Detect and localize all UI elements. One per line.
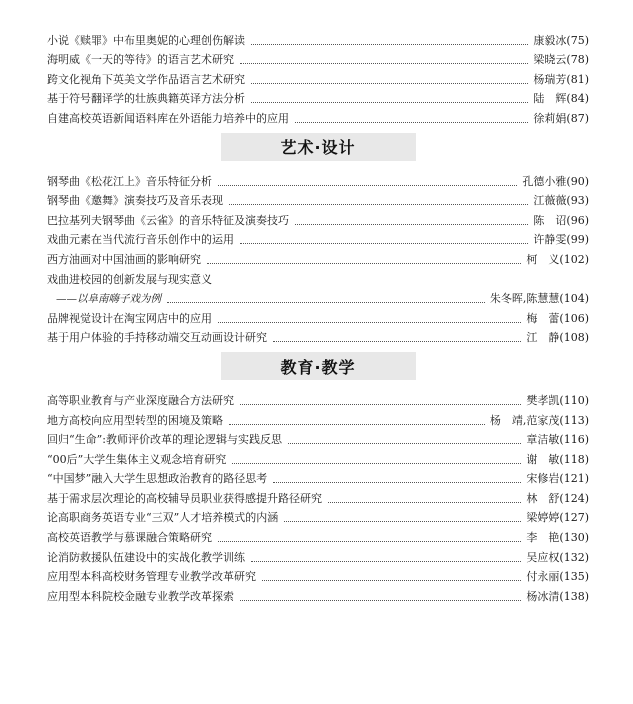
entry-author-page: 孔德小雅(90) <box>522 174 589 188</box>
toc-entry[interactable] <box>47 106 589 126</box>
entry-title: 海明威《一天的等待》的语言艺术研究 <box>47 53 234 67</box>
entry-title: 戏曲元素在当代流行音乐创作中的运用 <box>47 233 234 247</box>
toc-entry[interactable] <box>47 584 589 604</box>
entry-title: 基于用户体验的手持移动端交互动画设计研究 <box>47 331 267 345</box>
toc-group-literature <box>47 28 589 126</box>
entry-title: 回归“生命”:教师评价改革的理论逻辑与实践反思 <box>47 433 282 447</box>
section-heading: 教育·教学 <box>221 352 416 380</box>
entry-author-page: 梁婷婷(127) <box>526 511 589 525</box>
entry-author-page: 陈 诏(96) <box>533 213 589 227</box>
entry-author-page: 章洁敏(116) <box>526 433 589 447</box>
toc-entry[interactable] <box>47 189 589 209</box>
entry-author-page: 徐莉娟(87) <box>533 111 589 125</box>
toc-entry[interactable] <box>47 169 589 189</box>
toc-entry[interactable] <box>47 486 589 506</box>
dot-leader <box>288 443 521 444</box>
dot-leader <box>240 243 528 244</box>
dot-leader <box>218 541 521 542</box>
dot-leader <box>240 600 521 601</box>
section-header-education <box>47 351 589 381</box>
dot-leader <box>295 224 528 225</box>
entry-title: “中国梦”融入大学生思想政治教育的路径思考 <box>47 472 268 486</box>
entry-author-page: 许静雯(99) <box>533 233 589 247</box>
entry-author-page: 林 舒(124) <box>526 491 589 505</box>
section-heading: 艺术·设计 <box>221 133 416 161</box>
toc-entry[interactable] <box>47 388 589 408</box>
entry-title: 巴拉基列夫钢琴曲《云雀》的音乐特征及演奏技巧 <box>47 213 289 227</box>
dot-leader <box>273 482 521 483</box>
toc-entry[interactable] <box>47 326 589 346</box>
toc-entry[interactable] <box>47 545 589 565</box>
dot-leader <box>251 561 521 562</box>
dot-leader <box>167 302 485 303</box>
toc-entry[interactable] <box>47 67 589 87</box>
entry-title: 应用型本科高校财务管理专业教学改革研究 <box>47 570 256 584</box>
entry-title: 应用型本科院校金融专业教学改革探索 <box>47 589 234 603</box>
toc-entry[interactable] <box>47 428 589 448</box>
dot-leader <box>262 580 521 581</box>
entry-title: 小说《赎罪》中布里奥妮的心理创伤解读 <box>47 33 245 47</box>
toc-entry[interactable] <box>47 87 589 107</box>
dot-leader <box>328 502 521 503</box>
dot-leader <box>207 263 521 264</box>
entry-author-page: 康毅冰(75) <box>533 33 589 47</box>
entry-subtitle: ——以阜南嗨子戏为例 <box>56 293 161 306</box>
toc-entry[interactable] <box>47 467 589 487</box>
dot-leader <box>240 404 521 405</box>
entry-title: 论高职商务英语专业“三双”人才培养模式的内涵 <box>47 511 279 525</box>
toc-entry[interactable] <box>47 247 589 267</box>
entry-author-page: 梁晓云(78) <box>533 53 589 67</box>
toc-entry[interactable] <box>47 306 589 326</box>
toc-entry[interactable] <box>47 565 589 585</box>
toc-group-education <box>47 388 589 604</box>
entry-title: 高等职业教育与产业深度融合方法研究 <box>47 393 234 407</box>
entry-title: 西方油画对中国油画的影响研究 <box>47 252 201 266</box>
entry-author-page: 樊孝凯(110) <box>526 393 589 407</box>
entry-author-page: 吴应权(132) <box>526 550 589 564</box>
entry-title: “00后”大学生集体主义观念培育研究 <box>47 452 227 466</box>
dot-leader <box>229 204 528 205</box>
toc-entry[interactable] <box>47 28 589 48</box>
toc-group-art-design <box>47 169 589 345</box>
dot-leader <box>232 463 521 464</box>
entry-author-page: 江薇薇(93) <box>533 194 589 208</box>
entry-title: 基于符号翻译学的壮族典籍英译方法分析 <box>47 92 245 106</box>
dot-leader <box>229 424 485 425</box>
entry-author-page: 谢 敏(118) <box>526 452 589 466</box>
entry-author-page: 宋修岩(121) <box>526 472 589 486</box>
toc-entry-title-line[interactable] <box>47 267 589 287</box>
toc-entry[interactable] <box>47 228 589 248</box>
entry-title: 钢琴曲《邀舞》演奏技巧及音乐表现 <box>47 194 223 208</box>
entry-title: 论消防救援队伍建设中的实战化教学训练 <box>47 550 245 564</box>
entry-author-page: 李 艳(130) <box>526 531 589 545</box>
entry-title: 戏曲进校园的创新发展与现实意义 <box>47 272 212 286</box>
toc-entry[interactable] <box>47 48 589 68</box>
section-header-art-design <box>47 132 589 162</box>
entry-author-page: 付永丽(135) <box>526 570 589 584</box>
dot-leader <box>218 185 517 186</box>
dot-leader <box>295 122 528 123</box>
entry-title: 钢琴曲《松花江上》音乐特征分析 <box>47 174 212 188</box>
toc-entry[interactable] <box>47 208 589 228</box>
dot-leader <box>218 322 521 323</box>
entry-title: 跨文化视角下英美文学作品语言艺术研究 <box>47 72 245 86</box>
table-of-contents <box>47 28 589 604</box>
entry-author-page: 梅 蕾(106) <box>526 311 589 325</box>
toc-entry[interactable] <box>47 525 589 545</box>
toc-entry[interactable] <box>47 447 589 467</box>
entry-author-page: 杨冰清(138) <box>526 589 589 603</box>
dot-leader <box>251 83 528 84</box>
entry-author-page: 江 静(108) <box>526 331 589 345</box>
dot-leader <box>273 341 521 342</box>
entry-author-page: 陆 辉(84) <box>533 92 589 106</box>
toc-entry-subtitle-line[interactable] <box>47 287 589 307</box>
entry-title: 品牌视觉设计在淘宝网店中的应用 <box>47 311 212 325</box>
entry-author-page: 杨 靖,范家茂(113) <box>489 413 589 427</box>
dot-leader <box>251 44 528 45</box>
dot-leader <box>251 102 528 103</box>
dot-leader <box>240 63 528 64</box>
entry-author-page: 杨瑞芳(81) <box>533 72 589 86</box>
entry-title: 地方高校向应用型转型的困境及策略 <box>47 413 223 427</box>
dot-leader <box>284 521 521 522</box>
entry-author-page: 朱冬晖,陈慧慧(104) <box>489 292 589 306</box>
entry-title: 基于需求层次理论的高校辅导员职业获得感提升路径研究 <box>47 491 322 505</box>
toc-entry[interactable] <box>47 506 589 526</box>
entry-title: 高校英语教学与慕课融合策略研究 <box>47 531 212 545</box>
entry-author-page: 柯 义(102) <box>526 252 589 266</box>
entry-title: 自建高校英语新闻语料库在外语能力培养中的应用 <box>47 111 289 125</box>
toc-entry[interactable] <box>47 408 589 428</box>
